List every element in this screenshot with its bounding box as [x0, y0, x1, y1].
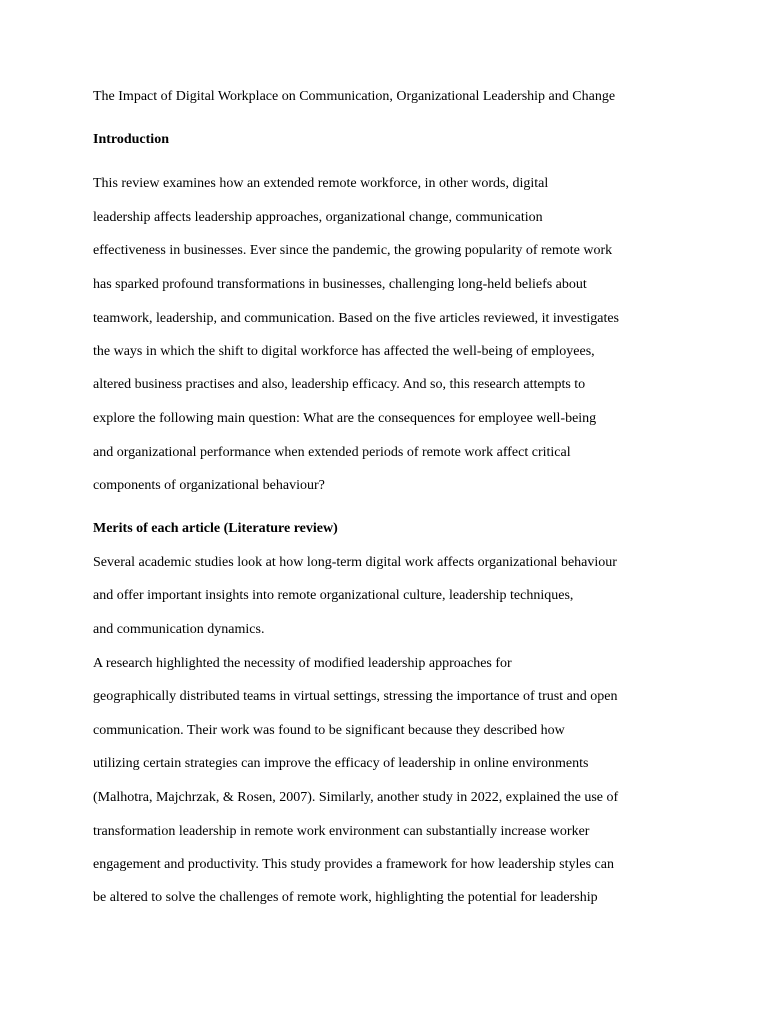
paragraph-line: teamwork, leadership, and communication. Based on the five articles reviewed, it investigates — [93, 311, 619, 326]
paragraph-line: components of organizational behaviour? — [93, 478, 325, 493]
paragraph-line: This review examines how an extended remote workforce, in other words, digital — [93, 176, 549, 191]
paragraph-line: utilizing certain strategies can improve the efficacy of leadership in online environments — [93, 756, 589, 771]
paragraph-line: the ways in which the shift to digital workforce has affected the well-being of employees, — [93, 344, 595, 359]
paragraph-line: and offer important insights into remote organizational culture, leadership techniques, — [93, 588, 574, 603]
introduction-heading: Introduction — [93, 132, 169, 147]
document-title: The Impact of Digital Workplace on Communication, Organizational Leadership and Change — [93, 89, 616, 104]
paragraph-line: explore the following main question: What are the consequences for employee well-being — [93, 411, 597, 426]
paragraph-line: has sparked profound transformations in businesses, challenging long-held beliefs about — [93, 277, 587, 292]
paragraph-line: communication. Their work was found to be significant because they described how — [93, 723, 565, 738]
paragraph-line: leadership affects leadership approaches, organizational change, communication — [93, 210, 543, 225]
paragraph-line: Several academic studies look at how long-term digital work affects organizational behaviour — [93, 555, 617, 570]
merits-heading: Merits of each article (Literature review) — [93, 521, 338, 536]
paragraph-line: engagement and productivity. This study provides a framework for how leadership styles can — [93, 857, 614, 872]
paragraph-line: effectiveness in businesses. Ever since the pandemic, the growing popularity of remote work — [93, 243, 613, 258]
paragraph-line: (Malhotra, Majchrzak, & Rosen, 2007). Similarly, another study in 2022, explained the use of — [93, 790, 619, 805]
paragraph-line: and organizational performance when extended periods of remote work affect critical — [93, 445, 571, 460]
paragraph-line: altered business practises and also, leadership efficacy. And so, this research attempts to — [93, 377, 586, 392]
paragraph-line: be altered to solve the challenges of remote work, highlighting the potential for leadership — [93, 890, 598, 905]
paragraph-line: transformation leadership in remote work environment can substantially increase worker — [93, 824, 590, 839]
paragraph-line: geographically distributed teams in virtual settings, stressing the importance of trust and open — [93, 689, 618, 704]
paragraph-line: A research highlighted the necessity of modified leadership approaches for — [93, 656, 512, 671]
paragraph-line: and communication dynamics. — [93, 622, 265, 637]
